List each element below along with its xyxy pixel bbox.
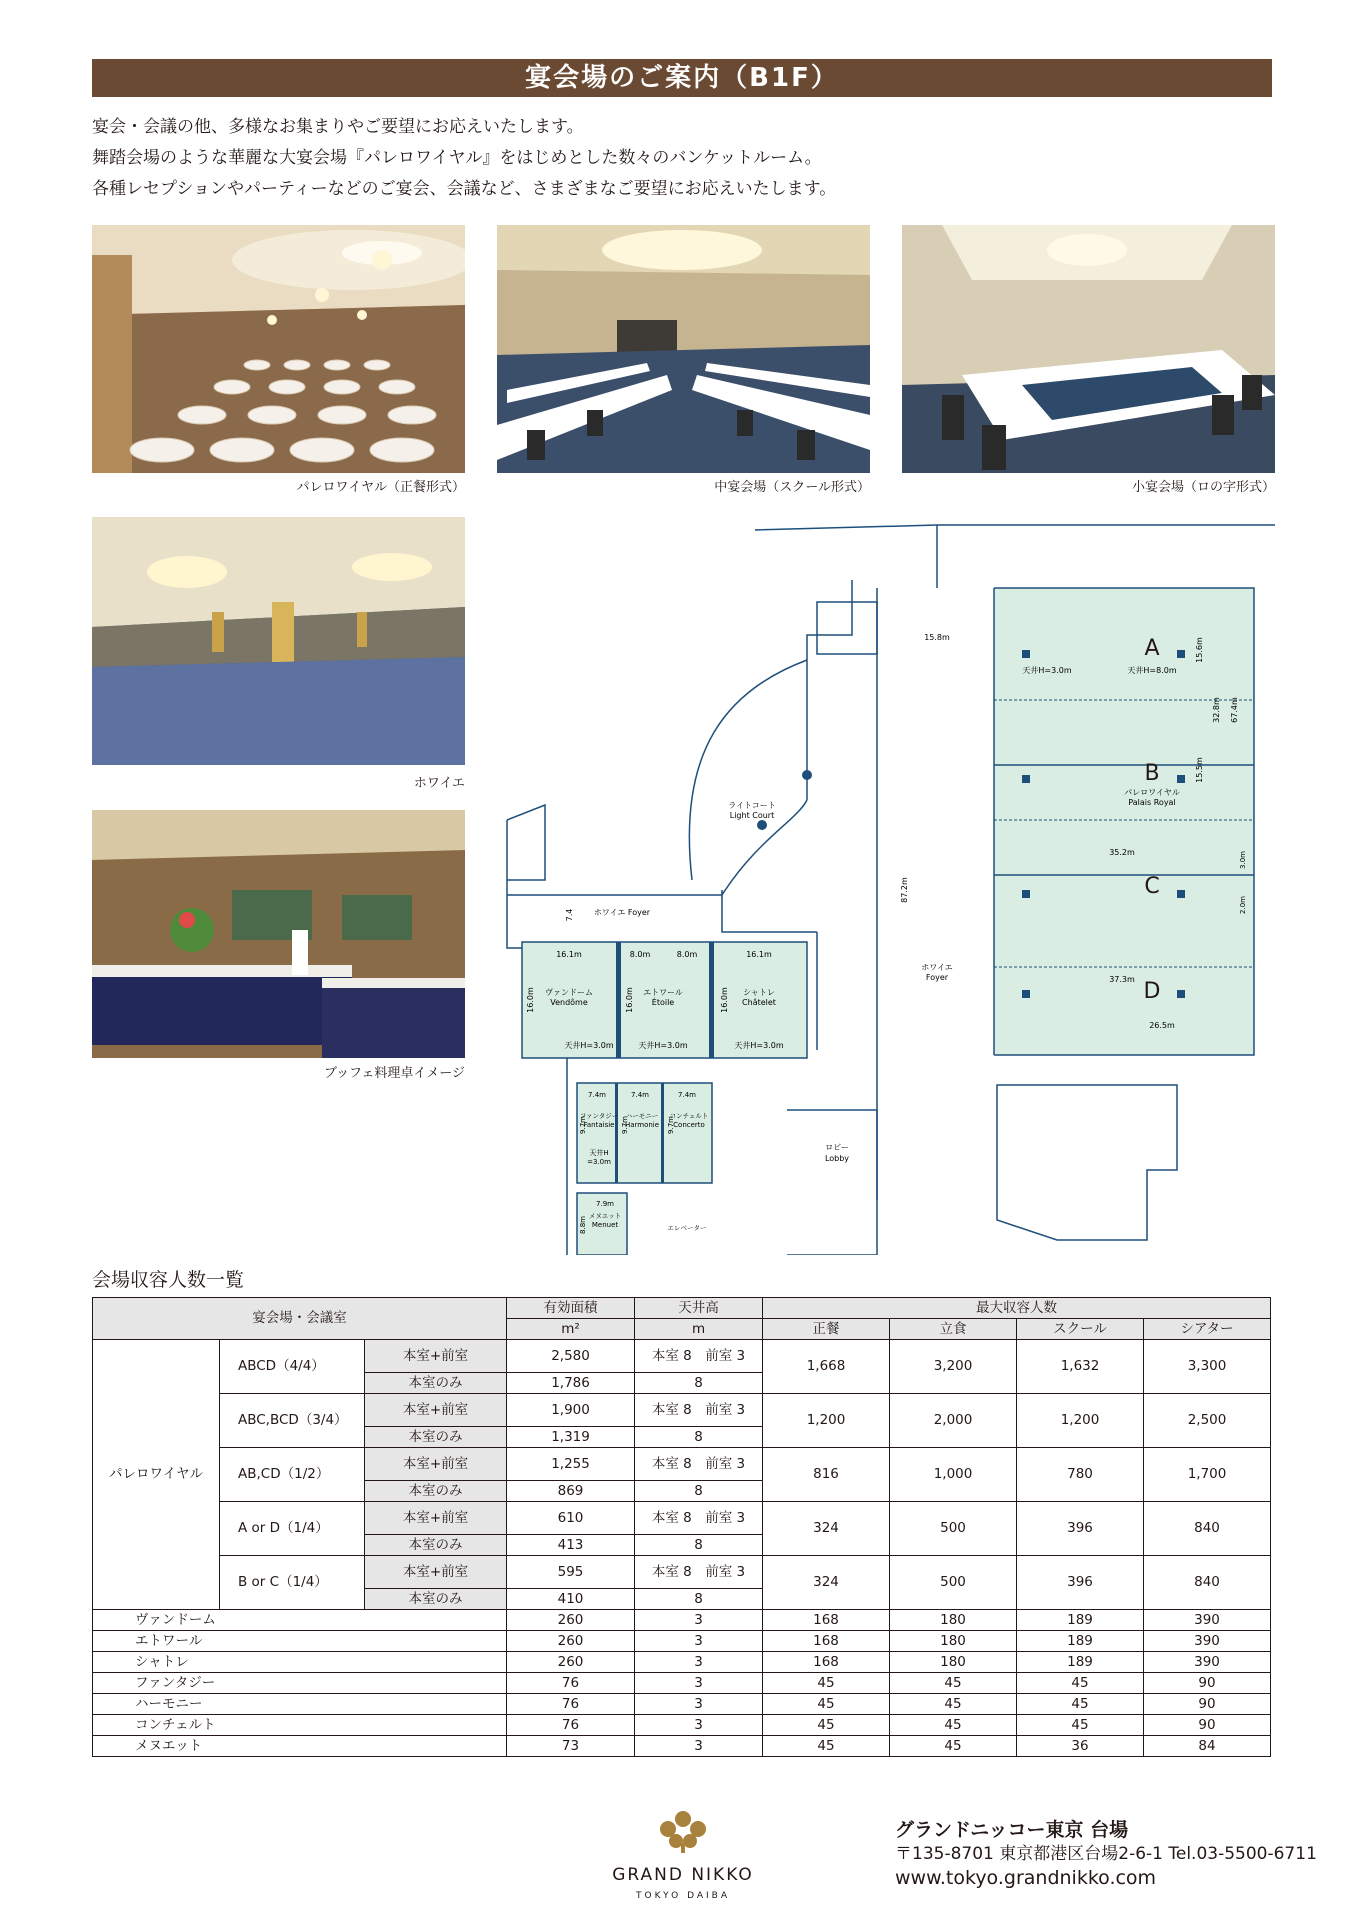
ceiling-value: 本室 8 前室 3 [635,1340,763,1373]
seated-value: 45 [763,1715,890,1736]
area-value: 610 [507,1502,635,1535]
intro-line: 宴会・会議の他、多様なお集まりやご要望にお応えいたします。 [92,117,584,137]
seated-value: 45 [763,1694,890,1715]
dim-74a: 7.4m [588,1091,606,1099]
menuet-en: Menuet [591,1221,619,1229]
area-value: 76 [507,1673,635,1694]
area-value: 73 [507,1736,635,1757]
room-name: ハーモニー [93,1694,507,1715]
ceiling-value: 本室 8 前室 3 [635,1394,763,1427]
area-value: 1,255 [507,1448,635,1481]
concerto-en: Concerto [673,1121,705,1129]
seated-value: 324 [763,1502,890,1556]
palais-royal-cell: パレロワイヤル [93,1340,220,1610]
foyer-en: Foyer [925,973,949,982]
vendome-jp: ヴァンドーム [545,988,593,997]
theater-value: 90 [1144,1694,1271,1715]
room-name: ファンタジー [93,1673,507,1694]
header-standing: 立食 [890,1319,1017,1340]
ceiling-value: 3 [635,1736,763,1757]
dim-155: 15.5m [1195,757,1204,783]
ceiling-value: 本室 8 前室 3 [635,1502,763,1535]
ceiling-small: 天井H [589,1149,609,1157]
ceiling-value: 本室 8 前室 3 [635,1556,763,1589]
dim-161b: 16.1m [746,950,772,959]
ceiling-30: 天井H=3.0m [1022,666,1072,675]
vendome-en: Vendôme [550,998,588,1007]
standing-value: 500 [890,1502,1017,1556]
photo-palais-royal [92,225,465,473]
area-value: 1,900 [507,1394,635,1427]
theater-value: 2,500 [1144,1394,1271,1448]
area-value: 260 [507,1610,635,1631]
standing-value: 45 [890,1673,1017,1694]
ceiling-value: 8 [635,1589,763,1610]
lightcourt-jp: ライトコート [728,801,776,810]
seated-value: 168 [763,1610,890,1631]
dim-97b: 9.7m [621,1116,629,1134]
photo-caption: 中宴会場（スクール形式） [714,480,870,495]
school-value: 189 [1017,1610,1144,1631]
header-area: 有効面積 [507,1298,635,1319]
dim-674: 67.4m [1230,697,1239,723]
theater-value: 840 [1144,1556,1271,1610]
area-value: 1,786 [507,1373,635,1394]
area-value: 413 [507,1535,635,1556]
foyer-jp: ホワイエ [921,963,953,972]
dim-156: 15.6m [1195,637,1204,663]
standing-value: 3,200 [890,1340,1017,1394]
dim-79: 7.9m [596,1200,614,1208]
ceiling-value: 3 [635,1610,763,1631]
theater-value: 90 [1144,1715,1271,1736]
lightcourt-en: Light Court [729,811,775,820]
header-school: スクール [1017,1319,1144,1340]
header-area-unit: m² [507,1319,635,1340]
menuet-jp: メヌエット [588,1212,622,1220]
lobby-jp: ロビー [825,1143,849,1152]
standing-value: 1,000 [890,1448,1017,1502]
room-type: 本室のみ [365,1427,507,1448]
capacity-table [92,1297,1271,1757]
harmonie-jp: ハーモニー [625,1112,659,1120]
seated-value: 168 [763,1652,890,1673]
seated-value: 168 [763,1631,890,1652]
area-value: 76 [507,1694,635,1715]
school-value: 396 [1017,1556,1144,1610]
area-value: 260 [507,1652,635,1673]
ceiling-value: 3 [635,1715,763,1736]
etoile-en: Étoile [651,998,675,1007]
dim-80a: 8.0m [629,950,651,959]
school-value: 45 [1017,1673,1144,1694]
dim-80b: 8.0m [676,950,698,959]
photo-buffet [92,810,465,1058]
dim-352: 35.2m [1109,848,1135,857]
dim-74: 7.4 [565,908,574,922]
standing-value: 45 [890,1694,1017,1715]
page-title: 宴会場のご案内（B1F） [92,59,1272,97]
room-name: メヌエット [93,1736,507,1757]
room-a-label: A [1144,636,1160,661]
dim-872: 87.2m [900,877,909,903]
theater-value: 390 [1144,1610,1271,1631]
concerto-jp: コンチェルト [669,1112,709,1120]
ceiling-value: 3 [635,1652,763,1673]
intro-line: 各種レセプションやパーティーなどのご宴会、会議など、さまざまなご要望にお応えいたします。 [92,179,837,199]
room-type: 本室+前室 [365,1340,507,1373]
room-type: 本室のみ [365,1373,507,1394]
school-value: 189 [1017,1652,1144,1673]
grand-nikko-logo [598,1805,768,1913]
logo-main: GRAND NIKKO [612,1865,754,1885]
header-venue: 宴会場・会議室 [93,1298,507,1340]
school-value: 189 [1017,1631,1144,1652]
dim-30: 3.0m [1239,851,1247,869]
postal-address: 〒135-8701 東京都港区台場2-6-1 Tel.03-5500-6711 [895,1844,1317,1864]
photo-caption: パレロワイヤル（正餐形式） [296,480,465,495]
group-name: ABC,BCD（3/4） [220,1394,365,1448]
area-value: 410 [507,1589,635,1610]
ceiling-etoile: 天井H=3.0m [638,1041,688,1050]
chatelet-jp: シャトレ [743,988,775,997]
ceiling-small: =3.0m [587,1158,611,1166]
etoile-jp: エトワール [643,988,683,997]
theater-value: 90 [1144,1673,1271,1694]
school-value: 1,632 [1017,1340,1144,1394]
seated-value: 816 [763,1448,890,1502]
room-type: 本室のみ [365,1481,507,1502]
website-link[interactable]: www.tokyo.grandnikko.com [895,1867,1157,1889]
dim-97a: 9.7m [579,1116,587,1134]
standing-value: 180 [890,1610,1017,1631]
dim-74c: 7.4m [678,1091,696,1099]
school-value: 780 [1017,1448,1144,1502]
foyer-label: ホワイエ Foyer [593,908,651,917]
standing-value: 2,000 [890,1394,1017,1448]
room-name: コンチェルト [93,1715,507,1736]
header-ceiling: 天井高 [635,1298,763,1319]
ceiling-value: 8 [635,1535,763,1556]
school-value: 1,200 [1017,1394,1144,1448]
dim-74b: 7.4m [631,1091,649,1099]
elevator-label: エレベーター [667,1224,707,1232]
palais-jp: パレロワイヤル [1124,788,1180,797]
dim-265: 26.5m [1149,1021,1175,1030]
seated-value: 324 [763,1556,890,1610]
area-value: 595 [507,1556,635,1589]
room-d-label: D [1143,979,1161,1004]
group-name: AB,CD（1/2） [220,1448,365,1502]
photo-foyer [92,517,465,765]
group-name: A or D（1/4） [220,1502,365,1556]
capacity-table-title: 会場収容人数一覧 [92,1269,245,1291]
dim-160c: 16.0m [720,987,729,1013]
school-value: 45 [1017,1715,1144,1736]
seated-value: 1,200 [763,1394,890,1448]
seated-value: 1,668 [763,1340,890,1394]
dim-160b: 16.0m [625,987,634,1013]
room-type: 本室のみ [365,1589,507,1610]
seated-value: 45 [763,1736,890,1757]
photo-small-hall [902,225,1275,473]
ceiling-80: 天井H=8.0m [1127,666,1177,675]
fantaisie-en: Fantaisie [583,1121,615,1129]
school-value: 45 [1017,1694,1144,1715]
ceiling-value: 8 [635,1373,763,1394]
dim-161a: 16.1m [556,950,582,959]
theater-value: 84 [1144,1736,1271,1757]
theater-value: 1,700 [1144,1448,1271,1502]
room-type: 本室+前室 [365,1448,507,1481]
fantaisie-jp: ファンタジー [579,1112,619,1120]
header-max: 最大収容人数 [763,1298,1271,1319]
standing-value: 180 [890,1652,1017,1673]
ceiling-chatelet: 天井H=3.0m [734,1041,784,1050]
ceiling-value: 3 [635,1694,763,1715]
ceiling-value: 8 [635,1427,763,1448]
photo-caption: ブッフェ料理卓イメージ [323,1066,465,1081]
group-name: ABCD（4/4） [220,1340,365,1394]
seated-value: 45 [763,1673,890,1694]
dim-97c: 9.7m [667,1116,675,1134]
header-ceiling-unit: m [635,1319,763,1340]
theater-value: 3,300 [1144,1340,1271,1394]
dim-160a: 16.0m [526,987,535,1013]
photo-medium-hall [497,225,870,473]
standing-value: 500 [890,1556,1017,1610]
theater-value: 390 [1144,1631,1271,1652]
theater-value: 390 [1144,1652,1271,1673]
area-value: 76 [507,1715,635,1736]
ceiling-value: 3 [635,1673,763,1694]
intro-line: 舞踏会場のような華麗な大宴会場『パレロワイヤル』をはじめとした数々のバンケットルーム。 [92,148,822,168]
logo-sub: TOKYO DAIBA [635,1891,731,1901]
room-type: 本室+前室 [365,1394,507,1427]
palais-en: Palais Royal [1128,798,1176,807]
area-value: 260 [507,1631,635,1652]
intro-text [92,112,836,205]
room-type: 本室のみ [365,1535,507,1556]
ceiling-vendome: 天井H=3.0m [564,1041,614,1050]
dim-328: 32.8m [1212,697,1221,723]
room-name: ヴァンドーム [93,1610,507,1631]
group-name: B or C（1/4） [220,1556,365,1610]
room-name: エトワール [93,1631,507,1652]
header-seated: 正餐 [763,1319,890,1340]
hotel-name: グランドニッコー東京 台場 [895,1819,1129,1841]
ceiling-value: 8 [635,1481,763,1502]
school-value: 396 [1017,1502,1144,1556]
floor-plan [497,520,1275,1255]
flower-icon [660,1811,706,1853]
school-value: 36 [1017,1736,1144,1757]
lobby-en: Lobby [824,1154,850,1163]
room-type: 本室+前室 [365,1556,507,1589]
hotel-address [895,1818,1317,1890]
theater-value: 840 [1144,1502,1271,1556]
dim-88: 8.8m [579,1216,587,1234]
room-b-label: B [1144,761,1160,786]
ceiling-value: 3 [635,1631,763,1652]
standing-value: 45 [890,1715,1017,1736]
room-type: 本室+前室 [365,1502,507,1535]
ceiling-value: 本室 8 前室 3 [635,1448,763,1481]
photo-caption: 小宴会場（ロの字形式） [1131,480,1275,495]
dim-158: 15.8m [924,633,950,642]
room-c-label: C [1144,874,1160,899]
area-value: 869 [507,1481,635,1502]
chatelet-en: Châtelet [742,998,776,1007]
room-name: シャトレ [93,1652,507,1673]
header-theater: シアター [1144,1319,1271,1340]
standing-value: 45 [890,1736,1017,1757]
area-value: 1,319 [507,1427,635,1448]
dim-20: 2.0m [1239,896,1247,914]
standing-value: 180 [890,1631,1017,1652]
photo-caption: ホワイエ [413,776,465,791]
harmonie-en: Harmonie [624,1121,660,1129]
area-value: 2,580 [507,1340,635,1373]
dim-373: 37.3m [1109,975,1135,984]
